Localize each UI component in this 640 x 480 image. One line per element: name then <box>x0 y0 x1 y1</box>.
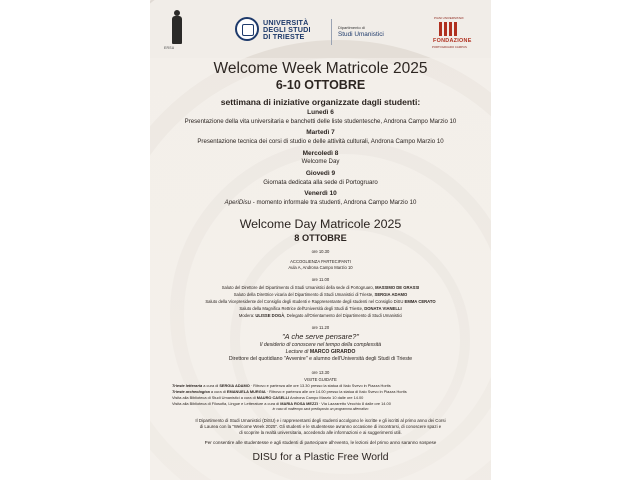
time-label: ore 11.20 <box>311 325 330 330</box>
visit-line: Visita alla Biblioteca di Studi Umanistici a cura di MAURO CASELLI Androna Campo Marzio 10 dalle ore 14.00 <box>172 395 364 400</box>
lecture-quote: "A che serve pensare?" <box>282 332 359 341</box>
visit-line: Trieste letteraria a cura di SERGIA ADAMO · Ritrovo e partenza alle ore 13.30 presso la statua di Italo Svevo in Piazza Hortis <box>172 383 391 388</box>
aperidisu-text: AperiDisu <box>224 199 252 206</box>
lecture-speaker: Lecture di MARCO GIRARDO <box>285 349 356 355</box>
day-description: Welcome Day <box>301 158 340 165</box>
university-name: UNIVERSITÀ DEGLI STUDI DI TRIESTE <box>263 18 311 41</box>
day-description: Giornata dedicata alla sede di Portogruaro <box>263 179 378 186</box>
visits-note: in caso di maltempo sarà predisposto un programma alternativo <box>272 407 369 411</box>
greeting-line: Saluto della Vicepresidente del Consiglio degli studenti e Rappresentante degli studenti nel Consiglio DiSU EMMA CERATO <box>205 299 436 304</box>
university-seal-icon <box>235 17 259 41</box>
welcome-week-title: Welcome Week Matricole 2025 <box>213 60 428 77</box>
poster-header <box>150 0 491 56</box>
statue-logo-icon <box>170 10 184 48</box>
time-label: ore 10.30 <box>311 249 330 254</box>
lecture-subtitle: Il desiderio di conoscere nel tempo della complessità <box>259 342 382 348</box>
department-name: Studi Umanistici <box>338 31 384 38</box>
foundation-subtitle: PORTOGRUARO CAMPUS <box>432 45 467 49</box>
footer-line: di Laurea con la "Welcome Week 2025". Gli studenti e le studentesse avranno occasione di incontrarsi, di conoscere spazi e <box>199 424 442 429</box>
poster <box>150 0 491 480</box>
day-heading: Mercoledì 8 <box>302 150 339 157</box>
moderator-line: Modera: ULISSE DOGÀ, Delegato all'Orientamento del Dipartimento di Studi Umanistici <box>238 313 403 318</box>
visit-line: Trieste archeologica a cura di EMANUELA MURGIA · Ritrovo e partenza alle ore 14.00 presso la statua di Italo Svevo in Piazza Hortis <box>172 389 407 394</box>
lessons-suspended-note: Per consentire alle studentesse e agli studenti di partecipare all'evento, le lezioni del primo anno saranno sospese <box>204 440 437 445</box>
foundation-name: FONDAZIONE <box>433 38 472 44</box>
welcome-day-title: Welcome Day Matricole 2025 <box>239 217 402 231</box>
footer-line: Il Dipartimento di Studi Umanistici (DiSU) e i rappresentanti degli studenti accolgono le iscritte e gli iscritti al primo anno dei Corsi <box>195 418 446 423</box>
foundation-logo-icon <box>439 22 457 36</box>
header-divider <box>331 19 332 45</box>
day-heading: Lunedì 6 <box>307 109 334 116</box>
welcome-day-dates: 8 OTTOBRE <box>294 233 347 243</box>
visits-title: VISITE GUIDATE <box>304 377 337 382</box>
reception-place: Aula A, Androna Campo Marzio 10 <box>288 265 353 270</box>
department-prefix: Dipartimento di <box>338 25 365 30</box>
day-description: Presentazione tecnica dei corsi di studio e delle attività culturali, Androna Campo Marzio 10 <box>197 138 444 145</box>
visit-line: Visita alla Biblioteca di Filosofia, Lingue e Letterature a cura di MARIA ROSA MEZZI · Via Lazzaretto Vecchio 8 dalle ore 14.00 <box>172 401 391 406</box>
time-label: ore 11.00 <box>311 277 330 282</box>
day-heading: Martedì 7 <box>306 129 335 136</box>
welcome-week-intro: settimana di iniziative organizzate dagli studenti: <box>220 97 421 107</box>
day-description: Presentazione della vita universitaria e banchetti delle liste studentesche, Androna Campo Marzio 10 <box>184 118 457 125</box>
statue-caption: ERSU <box>164 46 175 50</box>
day-heading: Giovedì 9 <box>305 170 336 177</box>
time-label: ore 13.30 <box>311 370 330 375</box>
reception-label: ACCOGLIENZA PARTECIPANTI <box>290 259 351 264</box>
greeting-line: Saluto della Magnifica Rettrice dell'Università degli Studi di Trieste, DONATA VIANELLI <box>239 306 402 311</box>
day-description <box>150 199 491 206</box>
greeting-line: Saluto del Direttore del Dipartimento di Studi Umanistici della sede di Portogruaro, MASSIMO DE GRASSI <box>221 285 420 290</box>
footer-line: di scoprire la realtà universitaria, accedendo alle informazioni e ai suggerimenti utili. <box>239 430 402 435</box>
plastic-free-slogan: DISU for a Plastic Free World <box>252 452 389 463</box>
lecture-speaker-role: Direttore del quotidiano "Avvenire" e alumno dell'Università degli Studi di Trieste <box>228 356 413 362</box>
welcome-week-dates: 6-10 OTTOBRE <box>275 78 366 92</box>
foundation-caption: PIANI UNIVERSITARI <box>434 16 464 20</box>
greeting-line: Saluto della Direttrice vicaria del Dipartimento di Studi Umanistici di Trieste, SERGIA ADAMO <box>233 292 408 297</box>
aperidisu-rest: - momento informale tra studenti, Androna Campo Marzio 10 <box>251 199 417 206</box>
day-heading: Venerdì 10 <box>304 190 337 197</box>
